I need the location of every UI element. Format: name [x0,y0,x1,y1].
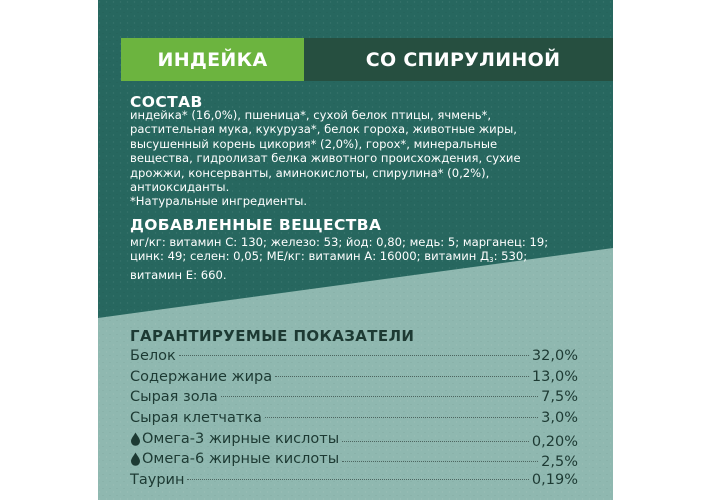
guarantee-row [130,451,578,472]
additives-text [130,235,600,282]
dot-leader [342,461,538,462]
guarantee-row [130,410,578,431]
composition-line: растительная мука, кукуруза*, белок гороха, животные жиры, [130,122,517,137]
guarantee-label [130,431,339,447]
composition-line: антиоксиданты. [130,180,230,195]
tab-flavor: ИНДЕЙКА [121,38,304,81]
dot-leader [342,441,529,442]
additives-line2-part: цинк: 49; селен: 0,05; МЕ/кг: витамин А: 16000; витамин Д [130,249,490,264]
guarantee-label-text: Содержание жира [130,368,273,385]
guarantee-row [130,389,578,410]
vitamin-d-subscript: 3 [489,256,494,265]
dot-leader [275,376,529,377]
guarantee-label-text: Сырая зола [130,389,218,406]
dot-leader [187,479,528,480]
guarantee-label-text: Сырая клетчатка [130,410,262,427]
guarantees-table [130,348,578,493]
guarantee-value: 32,0% [531,348,578,364]
additives-line [130,249,600,267]
guarantee-value: 13,0% [531,368,578,385]
guarantee-label-text: Омега-6 жирные кислоты [142,451,340,468]
dot-leader [179,355,529,356]
tab-additive: СО СПИРУЛИНОЙ [304,38,613,81]
guarantee-row [130,348,578,369]
guarantee-label [130,472,184,488]
guarantee-row [130,431,578,452]
additives-line2-part: : 530; [493,249,528,264]
drop-icon [130,432,141,446]
composition-line: дрожжи, консерванты, аминокислоты, спирулина* (0,2%), [130,165,490,180]
guarantees-title: ГАРАНТИРУЕМЫЕ ПОКАЗАТЕЛИ [130,327,415,345]
guarantee-row [130,369,578,390]
dot-leader [265,417,538,418]
guarantee-label [130,410,262,426]
guarantee-label [130,451,339,467]
additives-line: витамин Е: 660. [130,267,227,282]
guarantee-value: 3,0% [541,410,578,427]
guarantee-label-text: Белок [130,348,176,364]
guarantee-value: 0,19% [531,472,578,489]
nutrition-panel [98,0,613,500]
additives-title: ДОБАВЛЕННЫЕ ВЕЩЕСТВА [130,216,382,234]
composition-line: индейка* (16,0%), пшеница*, сухой белок птицы, ячмень*, [130,108,492,122]
guarantee-label [130,348,176,364]
composition-title: СОСТАВ [130,93,203,111]
guarantee-value: 2,5% [541,454,578,471]
guarantee-label [130,389,218,405]
dot-leader [221,396,538,397]
drop-icon [130,452,141,466]
guarantee-value: 7,5% [541,389,578,406]
composition-line: высушенный корень цикория* (2,0%), горох*, минеральные [130,136,498,151]
composition-text [130,108,600,209]
product-tabs [121,38,613,81]
guarantee-label-text: Таурин [130,472,185,489]
composition-footnote: *Натуральные ингредиенты. [130,194,308,209]
additives-line: мг/кг: витамин С: 130; железо: 53; йод: 0,80; медь: 5; марганец: 19; [130,235,549,249]
guarantee-row [130,472,578,493]
guarantee-label-text: Омега-3 жирные кислоты [142,430,340,447]
composition-line: вещества, гидролизат белка животного происхождения, сухие [130,151,521,166]
guarantee-value: 0,20% [531,433,578,450]
guarantee-label [130,369,272,385]
